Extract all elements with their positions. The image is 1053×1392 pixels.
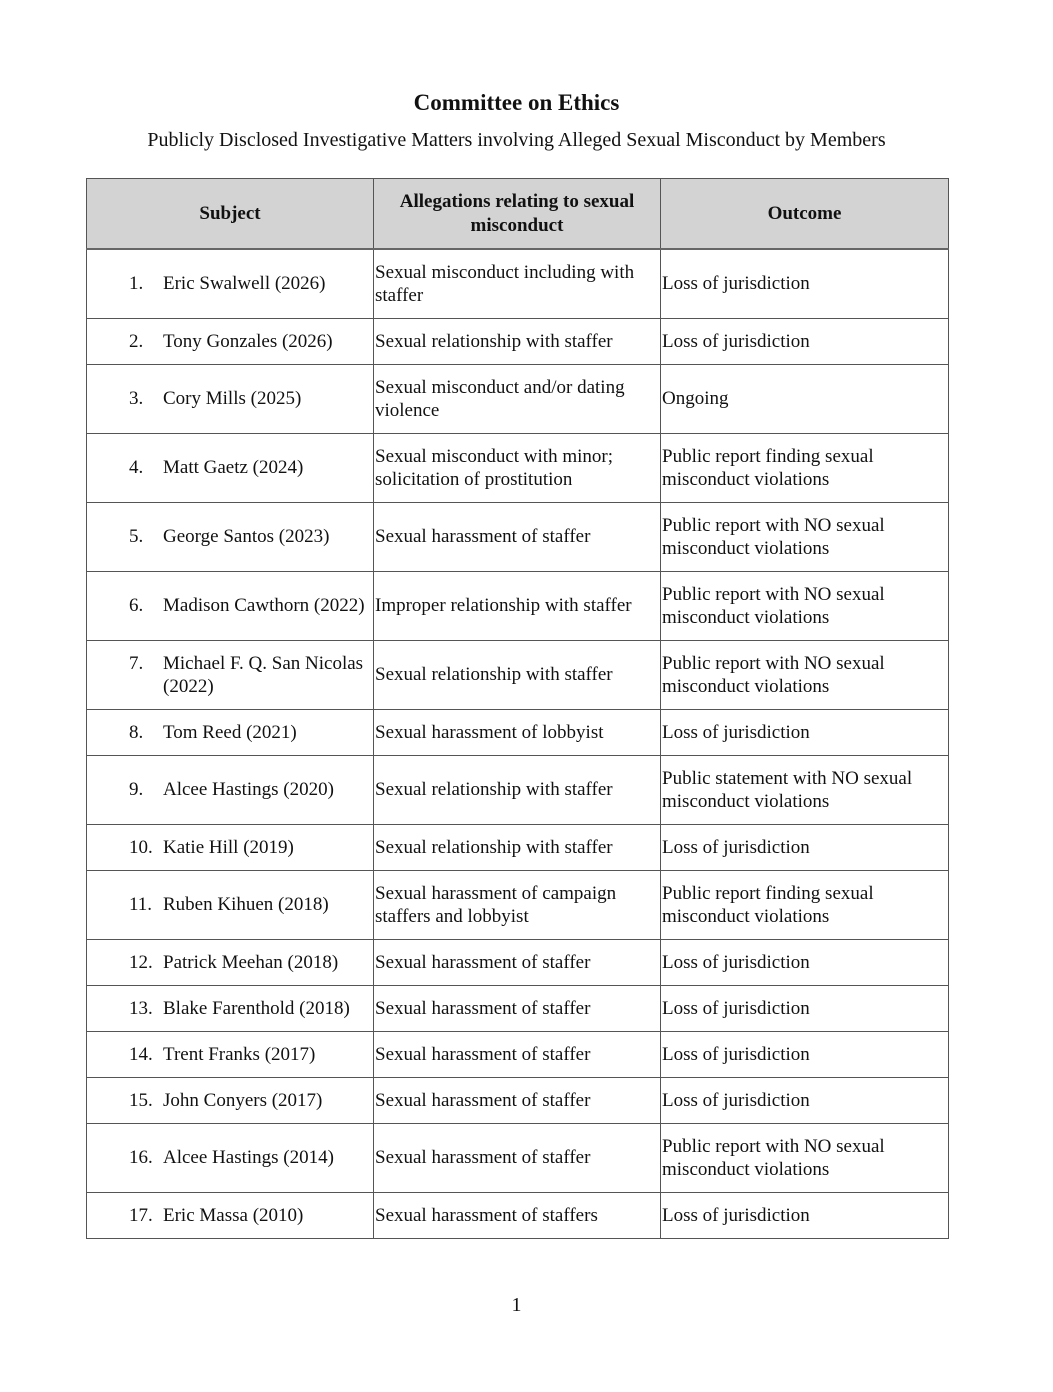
subject-content: [129, 330, 369, 353]
allegation-cell: Sexual harassment of staffer: [374, 1123, 661, 1192]
table-row: [87, 1192, 949, 1238]
subject-content: [129, 1089, 369, 1112]
allegation-cell: Improper relationship with staffer: [374, 571, 661, 640]
subject-content: [129, 594, 369, 617]
subject-cell: [87, 1031, 374, 1077]
table-row: [87, 640, 949, 709]
row-number: 12.: [129, 951, 153, 973]
page-number: 1: [511, 1294, 522, 1316]
subject-name: Tom Reed (2021): [163, 721, 297, 743]
table-header: [87, 179, 949, 250]
outcome-cell: Public report with NO sexual misconduct violations: [661, 571, 949, 640]
row-number: 9.: [129, 779, 144, 800]
table-row: [87, 249, 949, 318]
header-outcome: Outcome: [661, 179, 949, 250]
subject-name: Alcee Hastings (2014): [163, 1147, 334, 1168]
table-row: [87, 824, 949, 870]
row-number: 1.: [129, 273, 144, 295]
allegation-cell: Sexual harassment of staffer: [374, 985, 661, 1031]
subject-content: [129, 951, 369, 974]
matters-table: [86, 178, 949, 1239]
subject-name: Katie Hill (2019): [163, 836, 294, 858]
table-row: [87, 433, 949, 502]
document-title: Committee on Ethics: [413, 90, 620, 115]
subject-name: Eric Massa (2010): [163, 1204, 304, 1226]
subject-cell: [87, 1192, 374, 1238]
subject-content: [129, 652, 369, 698]
subject-cell: [87, 1123, 374, 1192]
subject-content: [129, 997, 369, 1020]
subject-name: Blake Farenthold (2018): [163, 997, 350, 1019]
subject-name: Patrick Meehan (2018): [163, 951, 339, 973]
subject-content: [129, 721, 369, 744]
subject-content: [129, 456, 369, 479]
subject-name: Cory Mills (2025): [163, 388, 302, 409]
row-number: 4.: [129, 457, 144, 478]
table-row: [87, 364, 949, 433]
subject-cell: [87, 571, 374, 640]
subject-name: Alcee Hastings (2020): [163, 779, 334, 800]
outcome-cell: Loss of jurisdiction: [661, 1077, 949, 1123]
table-row: [87, 318, 949, 364]
table-row: [87, 1123, 949, 1192]
subject-cell: [87, 502, 374, 571]
subject-cell: [87, 364, 374, 433]
allegation-cell: Sexual harassment of staffer: [374, 939, 661, 985]
outcome-cell: Ongoing: [661, 364, 949, 433]
subject-name: Trent Franks (2017): [163, 1043, 316, 1065]
allegation-cell: Sexual harassment of staffer: [374, 1077, 661, 1123]
row-number: 8.: [129, 721, 144, 743]
outcome-cell: Loss of jurisdiction: [661, 249, 949, 318]
table-row: [87, 939, 949, 985]
allegation-cell: Sexual misconduct with minor; solicitation of prostitution: [374, 433, 661, 502]
subject-content: [129, 1204, 369, 1227]
table-row: [87, 1077, 949, 1123]
subject-cell: [87, 249, 374, 318]
allegation-cell: Sexual misconduct and/or dating violence: [374, 364, 661, 433]
subject-content: [129, 1146, 369, 1169]
subject-name: Eric Swalwell (2026): [163, 273, 326, 295]
row-number: 5.: [129, 526, 144, 547]
row-number: 17.: [129, 1204, 153, 1226]
header-subject: Subject: [87, 179, 374, 250]
table-row: [87, 985, 949, 1031]
subject-cell: [87, 824, 374, 870]
header-row: [87, 179, 949, 250]
table-row: [87, 709, 949, 755]
allegation-cell: Sexual relationship with staffer: [374, 318, 661, 364]
outcome-cell: Loss of jurisdiction: [661, 1192, 949, 1238]
outcome-cell: Loss of jurisdiction: [661, 824, 949, 870]
allegation-cell: Sexual harassment of campaign staffers and lobbyist: [374, 870, 661, 939]
row-number: 15.: [129, 1089, 153, 1111]
subject-cell: [87, 318, 374, 364]
subject-cell: [87, 640, 374, 709]
outcome-cell: Loss of jurisdiction: [661, 1031, 949, 1077]
row-number: 10.: [129, 836, 153, 858]
outcome-cell: Loss of jurisdiction: [661, 985, 949, 1031]
outcome-cell: Public report with NO sexual misconduct violations: [661, 502, 949, 571]
table-row: [87, 502, 949, 571]
outcome-cell: Public report finding sexual misconduct violations: [661, 433, 949, 502]
allegation-cell: Sexual harassment of staffers: [374, 1192, 661, 1238]
row-number: 6.: [129, 595, 144, 616]
allegation-cell: Sexual harassment of staffer: [374, 502, 661, 571]
subject-content: [129, 525, 369, 548]
row-number: 7.: [129, 652, 144, 674]
subject-content: [129, 893, 369, 916]
subject-name: Michael F. Q. San Nicolas (2022): [163, 652, 364, 697]
row-number: 16.: [129, 1147, 153, 1168]
table-body: [87, 249, 949, 1238]
subject-cell: [87, 709, 374, 755]
outcome-cell: Public report with NO sexual misconduct violations: [661, 1123, 949, 1192]
allegation-cell: Sexual harassment of staffer: [374, 1031, 661, 1077]
subject-name: George Santos (2023): [163, 526, 330, 547]
subject-cell: [87, 870, 374, 939]
subject-name: Tony Gonzales (2026): [163, 330, 333, 352]
allegation-cell: Sexual relationship with staffer: [374, 640, 661, 709]
subject-name: Madison Cawthorn (2022): [163, 595, 365, 616]
row-number: 13.: [129, 997, 153, 1019]
row-number: 3.: [129, 388, 144, 409]
row-number: 11.: [129, 894, 153, 915]
document-subtitle: Publicly Disclosed Investigative Matters involving Alleged Sexual Misconduct by Members: [147, 129, 886, 151]
subject-content: [129, 1043, 369, 1066]
row-number: 2.: [129, 330, 144, 352]
table-row: [87, 870, 949, 939]
allegation-cell: Sexual harassment of lobbyist: [374, 709, 661, 755]
header-allegations: Allegations relating to sexual misconduct: [374, 179, 661, 250]
outcome-cell: Public report with NO sexual misconduct violations: [661, 640, 949, 709]
subject-content: [129, 387, 369, 410]
allegation-cell: Sexual relationship with staffer: [374, 755, 661, 824]
outcome-cell: Loss of jurisdiction: [661, 318, 949, 364]
outcome-cell: Loss of jurisdiction: [661, 939, 949, 985]
subject-name: John Conyers (2017): [163, 1089, 323, 1111]
outcome-cell: Loss of jurisdiction: [661, 709, 949, 755]
outcome-cell: Public report finding sexual misconduct violations: [661, 870, 949, 939]
row-number: 14.: [129, 1043, 153, 1065]
table-row: [87, 571, 949, 640]
subject-cell: [87, 433, 374, 502]
outcome-cell: Public statement with NO sexual misconduct violations: [661, 755, 949, 824]
allegation-cell: Sexual misconduct including with staffer: [374, 249, 661, 318]
subject-name: Matt Gaetz (2024): [163, 457, 304, 478]
subject-cell: [87, 939, 374, 985]
subject-cell: [87, 985, 374, 1031]
table-row: [87, 755, 949, 824]
allegation-cell: Sexual relationship with staffer: [374, 824, 661, 870]
subject-content: [129, 778, 369, 801]
subject-content: [129, 836, 369, 859]
subject-name: Ruben Kihuen (2018): [163, 894, 329, 915]
table-row: [87, 1031, 949, 1077]
subject-cell: [87, 1077, 374, 1123]
subject-content: [129, 272, 369, 295]
subject-cell: [87, 755, 374, 824]
